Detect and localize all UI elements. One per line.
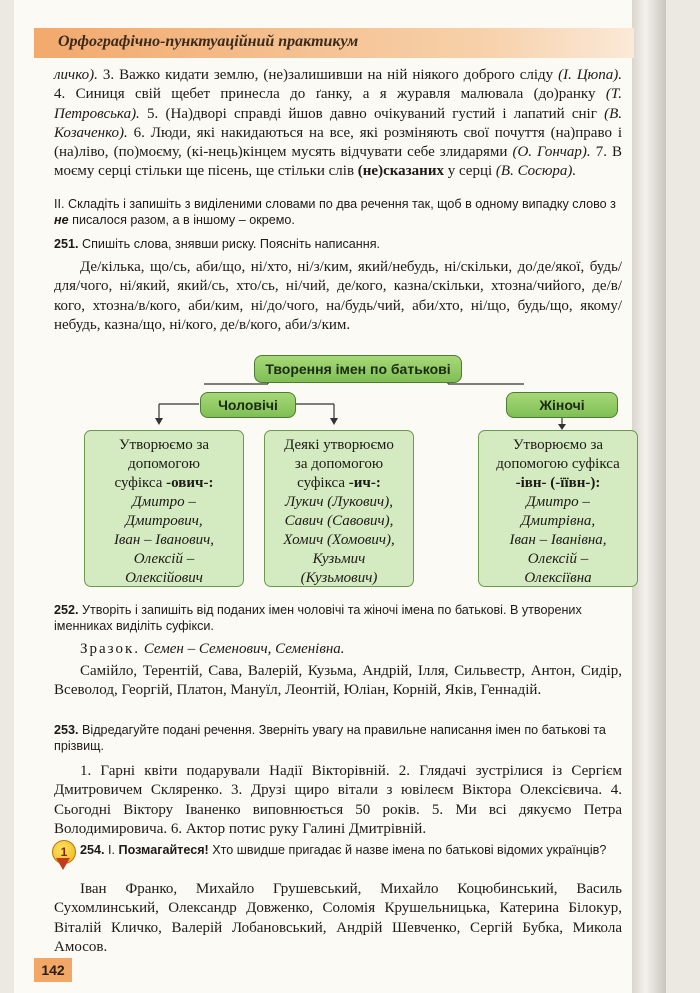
task-text: II. Складіть і запишіть з виділеними словами по два речення так, щоб в одному випадку слово з [54,197,616,211]
male-ych-box [264,430,414,587]
author-ref: (Т. Петровська). [54,86,622,122]
text-fragment: 7. В моєму серці стільки ще пісень, ще стільки слів [54,144,622,180]
example-line: Олексійович [125,570,203,586]
text-fragment: личко). [54,67,98,83]
patronymic-diagram [54,352,630,592]
female-ivn-box [478,430,638,587]
highlighted-word: (не)сказаних [357,163,444,180]
author-ref: (І. Цюпа). [558,67,622,83]
text-fragment: 5. (На)дворі справді йшов давно очікуваний густий і лапатий сніг [139,105,605,122]
example-line: Дмитрович, [125,513,203,529]
rule-line: за допомогою [294,456,384,472]
exercise-254-task [80,842,622,858]
text-fragment: 3. Важко кидати землю, (не)залишивши на ній ніякого доброго сліду [97,67,559,83]
exercise-253-task [54,722,622,755]
example-line: Олексій – [527,551,589,567]
example-line: Іван – Іванівна, [509,532,607,548]
rule-line: Утворюємо за [118,437,210,453]
author-ref: (В. Козаченко). [54,105,622,141]
exercise-251-task [54,236,622,252]
example-line: (Кузьмович) [300,570,378,586]
rule-line: допомогою [128,456,200,472]
exercise-254-text: Іван Франко, Михайло Грушевський, Михайло Коцюбинський, Василь Сухомлинський, Олександр Довженко, Соломія Крушельницька, Катерина Білокур, Віталій Кличко, Валерій Лобановський, Андрій Шевченко, Сергій Бубка, Микола Амосов. [54,881,622,955]
medal-ribbon-icon [56,858,70,870]
sample-label: Зразок. [80,641,141,657]
male-label: Чоловічі [200,392,296,418]
rule-line: суфікса [114,475,167,491]
task-bold: Позмагайтеся! [118,843,209,857]
exercise-number: 252. [54,603,79,617]
suffix: -ович-: [166,475,214,491]
diagram-title: Творення імен по батькові [254,355,462,383]
suffix: -ич-: [348,475,381,491]
exercise-250-text [54,66,622,182]
task-text: Утворіть і запишіть від поданих імен чоловічі та жіночі імена по батькові. В утворених іменниках виділіть суфікси. [54,603,582,634]
text-fragment: у серці [443,163,496,180]
text-fragment: 6. Люди, які накидаються на все, які розміняють свої почуття (на)право і (на)ліво, (по)моєму, (кі-нець)кінцем мусять відчувати себе злидарями [54,124,622,161]
example-line: Олексій – [133,551,195,567]
text-fragment: 4. Синиця свій щебет принесла до ґанку, а я журавля малювала (до)ранку [54,86,606,103]
task-text: І. [104,843,119,857]
page-header [34,28,634,58]
rule-line: допомогою суфікса [496,456,620,472]
example-line: Савич (Савович), [284,513,394,529]
header-title: Орфографічно-пунктуаційний практикум [58,33,359,50]
example-line: Олексіївна [524,570,592,586]
competition-medal-icon: 1 [52,840,76,864]
rule-line: Деякі утворюємо [284,437,394,453]
example-line: Хомич (Хомович), [283,532,395,548]
task-ii [54,196,622,229]
male-ovych-box [84,430,244,587]
example-line: Дмитро – [132,494,196,510]
exercise-252-sample [54,640,622,659]
suffix: -івн- (-їївн-): [515,475,601,491]
page-number: 142 [34,958,72,982]
task-bold: не [54,213,69,228]
exercise-251-text: Де/кілька, що/сь, аби/що, ні/хто, ні/з/ким, який/небудь, ні/скільки, до/де/якої, будь/для/чого, ні/який, який/сь, хто/сь, ні/чий, де/кого, казна/скільки, хтозна/чийого, де/в/кого, хтозна/в/кого, аби/ким, ні/до/чого, на/будь/чий, аби/хто, ні/що, будь/що, якому/небудь, казна/що, ні/кого, де/в/кого, аби/з/ким. [54,259,622,333]
author-ref: (О. Гончар). [512,144,591,161]
textbook-page [14,0,666,993]
task-text: Спишіть слова, знявши риску. Поясніть написання. [78,237,381,251]
author-ref: (В. Сосюра). [495,163,577,180]
task-text: Хто швидше пригадає й назве імена по батькові відомих українців? [208,843,607,857]
example-line: Кузьмич [312,551,366,567]
exercise-number: 253. [54,723,79,737]
exercise-number: 251. [54,237,79,251]
example-line: Дмитрівна, [520,513,596,529]
example-line: Дмитро – [526,494,590,510]
task-text: Відредагуйте подані речення. Зверніть увагу на правильне написання імен по батькові та прізвищ. [54,723,606,754]
rule-line: суфікса [297,475,349,491]
rule-line: Утворюємо за [512,437,604,453]
exercise-252-text: Самійло, Терентій, Сава, Валерій, Кузьма, Андрій, Ілля, Сильвестр, Антон, Сидір, Всеволод, Георгій, Платон, Мануїл, Леонтій, Юліан, Корній, Яків, Геннадій. [54,663,622,699]
sample-text: Семен – Семенович, Семенівна. [140,641,345,657]
female-label: Жіночі [506,392,618,418]
exercise-252-task [54,602,622,635]
example-line: Іван – Іванович, [113,532,215,548]
task-text: писалося разом, а в іншому – окремо. [68,213,295,228]
example-line: Лукич (Лукович), [285,494,393,510]
exercise-253-text: 1. Гарні квіти подарували Надії Вікторівній. 2. Глядачі зустрілися із Сергієм Дмитровичем Скляренко. 3. Друзі щиро вітали з ювілеєм Віктора Олексієвича. 4. Сьогодні Віктору Іваненко виповнюється 50 років. 5. Ми всі дякуємо Петра Володимировича. 6. Актор потис руку Галині Дмитрівній. [54,763,622,837]
exercise-number: 254. [80,843,105,857]
